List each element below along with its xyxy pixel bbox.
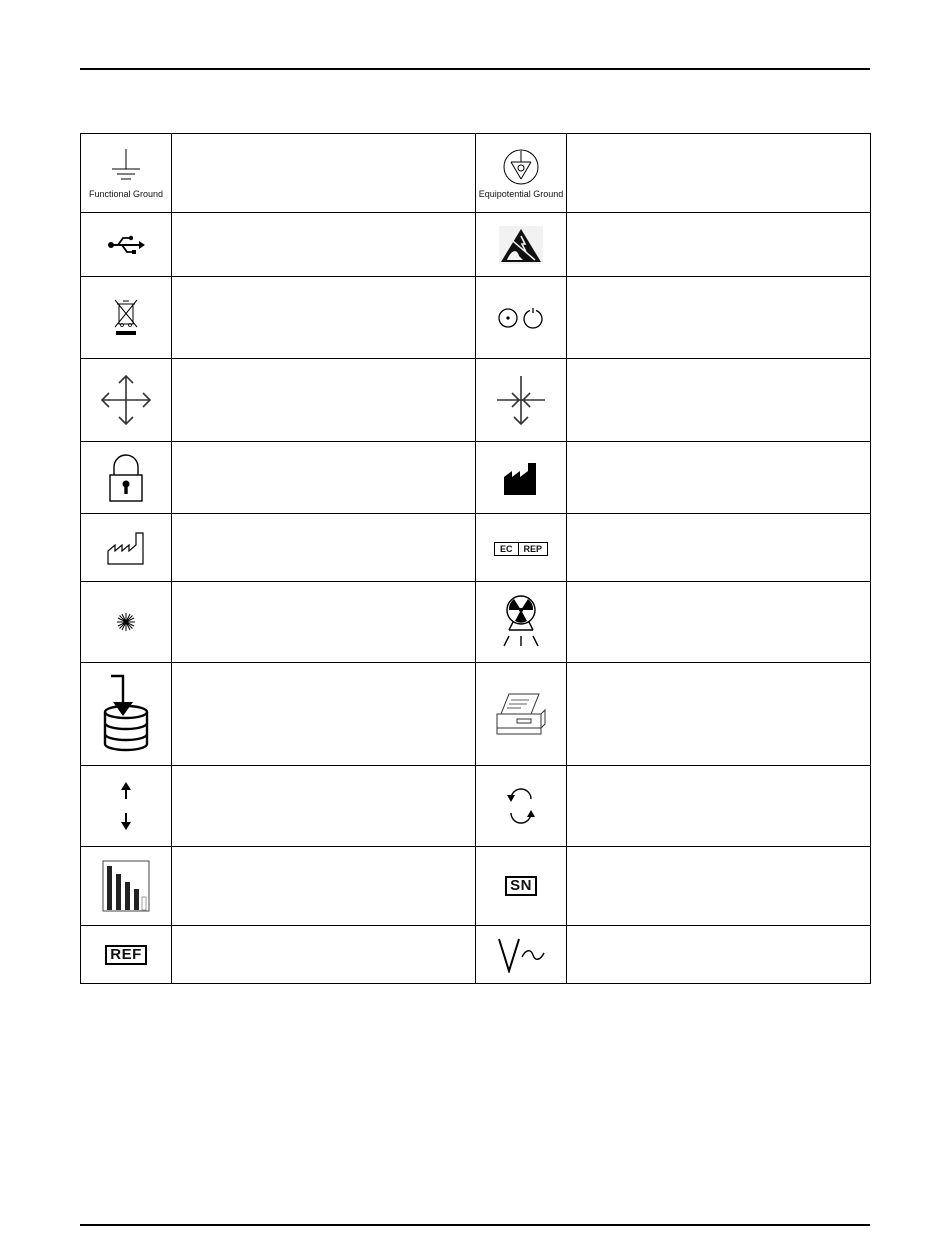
description-cell — [172, 766, 476, 847]
description-cell — [567, 134, 871, 213]
description-cell — [172, 663, 476, 766]
expand-arrows-icon — [100, 374, 152, 426]
radiation-emission-icon — [501, 594, 541, 650]
description-cell — [172, 926, 476, 984]
description-cell — [172, 359, 476, 442]
description-cell — [172, 277, 476, 359]
symbol-cell-laser — [81, 582, 172, 663]
volume-level-bars-icon — [102, 860, 150, 912]
table-row — [81, 134, 871, 213]
symbol-cell-functional-ground — [81, 134, 172, 213]
symbol-cell-radiation — [476, 582, 567, 663]
symbol-cell-ac-voltage — [476, 926, 567, 984]
ec-rep-right: REP — [518, 543, 548, 555]
symbol-cell-usb — [81, 213, 172, 277]
table-row — [81, 359, 871, 442]
description-cell — [172, 514, 476, 582]
table-row — [81, 766, 871, 847]
description-cell — [172, 213, 476, 277]
symbol-cell-weee — [81, 277, 172, 359]
description-cell — [567, 442, 871, 514]
header-rule — [80, 68, 870, 70]
printer-icon — [495, 692, 547, 736]
electrostatic-sensitive-icon — [499, 226, 543, 264]
table-row — [81, 847, 871, 926]
description-cell — [567, 847, 871, 926]
ec-rep-label — [494, 542, 548, 556]
description-cell — [567, 926, 871, 984]
symbol-cell-expand — [81, 359, 172, 442]
save-to-database-icon — [101, 674, 151, 754]
description-cell — [172, 847, 476, 926]
symbol-cell-power-on-off — [476, 277, 567, 359]
description-cell — [567, 766, 871, 847]
description-cell — [567, 277, 871, 359]
description-cell — [567, 359, 871, 442]
footer-rule — [80, 1224, 870, 1226]
padlock-icon — [108, 453, 144, 503]
table-row — [81, 514, 871, 582]
ec-rep-left: EC — [499, 543, 513, 554]
symbol-cell-rotate — [476, 766, 567, 847]
symbol-cell-printer — [476, 663, 567, 766]
weee-crossed-bin-icon — [111, 298, 141, 338]
symbol-cell-reference — [81, 926, 172, 984]
description-cell — [567, 213, 871, 277]
symbol-cell-lock — [81, 442, 172, 514]
usb-icon — [106, 234, 146, 256]
description-cell — [172, 442, 476, 514]
symbol-cell-serial-number — [476, 847, 567, 926]
table-row — [81, 213, 871, 277]
rotate-arrows-icon — [506, 779, 536, 833]
functional-ground-caption: Functional Ground — [88, 189, 164, 199]
equipotential-ground-caption: Equipotential Ground — [478, 189, 564, 199]
symbol-cell-esd — [476, 213, 567, 277]
contract-arrows-icon — [495, 374, 547, 426]
symbol-cell-contract — [476, 359, 567, 442]
table-row — [81, 926, 871, 984]
symbol-cell-up-down — [81, 766, 172, 847]
description-cell — [567, 663, 871, 766]
symbols-table — [80, 133, 871, 984]
manufacturer-filled-icon — [504, 461, 538, 495]
equipotential-ground-icon — [501, 147, 541, 187]
description-cell — [172, 134, 476, 213]
table-row — [81, 582, 871, 663]
description-cell — [567, 582, 871, 663]
laser-starburst-icon — [116, 612, 136, 632]
symbol-cell-ec-rep — [476, 514, 567, 582]
symbol-cell-save-to-disk — [81, 663, 172, 766]
description-cell — [172, 582, 476, 663]
symbol-cell-volume-level — [81, 847, 172, 926]
date-of-manufacture-outline-icon — [107, 531, 145, 565]
up-down-arrows-icon — [119, 781, 133, 831]
symbol-cell-manufacturer — [476, 442, 567, 514]
symbol-cell-equipotential-ground — [476, 134, 567, 213]
functional-ground-icon — [106, 147, 146, 187]
description-cell — [567, 514, 871, 582]
reference-label: REF — [105, 945, 147, 965]
serial-number-label: SN — [505, 876, 537, 896]
ac-voltage-icon — [497, 937, 545, 973]
table-row — [81, 663, 871, 766]
power-on-off-icon — [496, 306, 546, 330]
table-row — [81, 442, 871, 514]
table-row — [81, 277, 871, 359]
symbol-cell-date-of-manufacture — [81, 514, 172, 582]
